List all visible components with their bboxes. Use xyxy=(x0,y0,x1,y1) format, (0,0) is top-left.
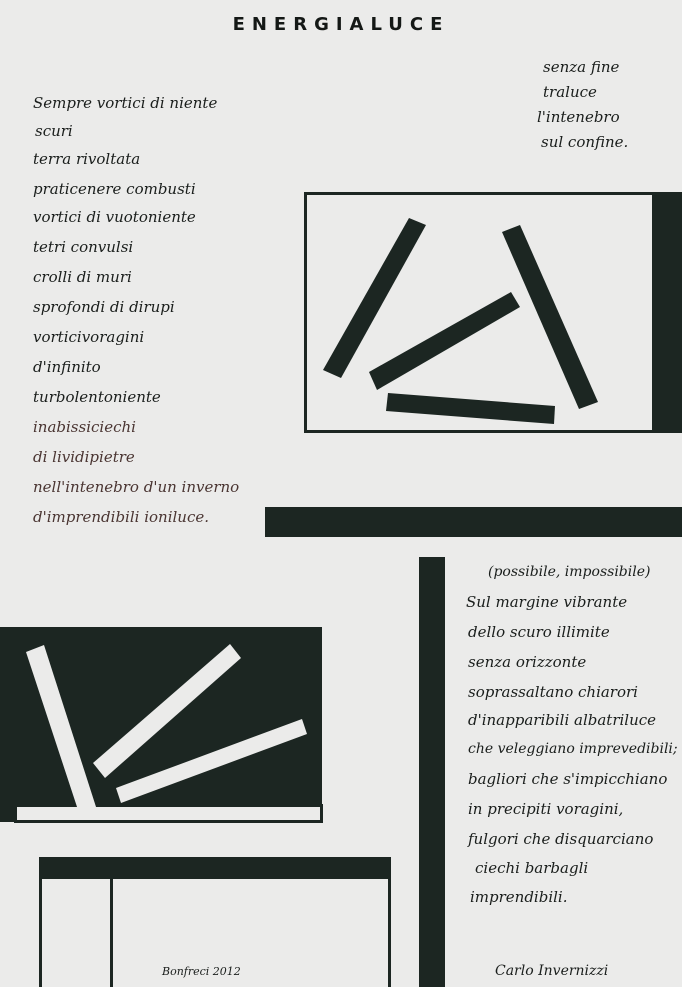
bar-bottom xyxy=(386,393,555,424)
left-poem-line: scuri xyxy=(35,122,73,140)
right-poem-line: che veleggiano imprevedibili; xyxy=(468,741,678,757)
left-poem-line: d'infinito xyxy=(33,358,101,376)
top-right-line: senza fine xyxy=(543,58,620,76)
right-poem-line: imprendibili. xyxy=(470,888,568,906)
left-poem-line: vorticivoragini xyxy=(33,328,145,346)
left-poem-line: tetri convulsi xyxy=(33,238,134,256)
right-poem-line: fulgori che disquarciano xyxy=(468,830,654,848)
right-poem-line: dello scuro illimite xyxy=(468,623,610,641)
right-poem-line: d'inapparibili albatriluce xyxy=(468,711,657,729)
top-right-bar xyxy=(653,192,682,433)
right-poem-line: ciechi barbagli xyxy=(475,859,589,877)
left-poem-line: turbolentoniente xyxy=(33,388,161,406)
left-poem-line: terra rivoltata xyxy=(33,150,141,168)
light-bar-bottom xyxy=(132,807,320,819)
right-poem-line: senza orizzonte xyxy=(468,653,587,671)
artist-signature: Bonfreci 2012 xyxy=(162,965,241,978)
right-poem-line: Sul margine vibrante xyxy=(466,593,628,611)
left-poem-line: Sempre vortici di niente xyxy=(33,94,218,112)
right-poem-line: (possibile, impossibile) xyxy=(488,564,651,580)
vertical-bar xyxy=(419,557,445,987)
left-poem-line: di lividipietre xyxy=(33,448,135,466)
top-right-line: sul confine. xyxy=(541,133,629,151)
top-right-line: traluce xyxy=(543,83,597,101)
bottom-frame-top-bar xyxy=(39,857,391,879)
left-poem-line: vortici di vuotoniente xyxy=(33,208,196,226)
right-poem-line: in precipiti voragini, xyxy=(468,800,624,818)
left-poem-line: sprofondi di dirupi xyxy=(33,298,175,316)
left-poem-line: praticenere combusti xyxy=(33,180,196,198)
horizontal-bar xyxy=(265,507,682,537)
poem-title: ENERGIALUCE xyxy=(232,14,450,35)
left-edge-block xyxy=(0,627,15,822)
top-right-line: l'intenebro xyxy=(537,108,620,126)
left-poem-line: nell'intenebro d'un inverno xyxy=(33,478,240,496)
right-poem-line: bagliori che s'impicchiano xyxy=(468,770,668,788)
right-poem-line: soprassaltano chiarori xyxy=(468,683,638,701)
left-poem-line: d'imprendibili ioniluce. xyxy=(33,508,210,526)
bar-center-diagonal xyxy=(369,292,520,390)
left-poem-line: inabissiciechi xyxy=(33,418,136,436)
bar-right-diagonal xyxy=(502,225,598,409)
poet-signature: Carlo Invernizzi xyxy=(495,963,609,979)
left-poem-line: crolli di muri xyxy=(33,268,132,286)
